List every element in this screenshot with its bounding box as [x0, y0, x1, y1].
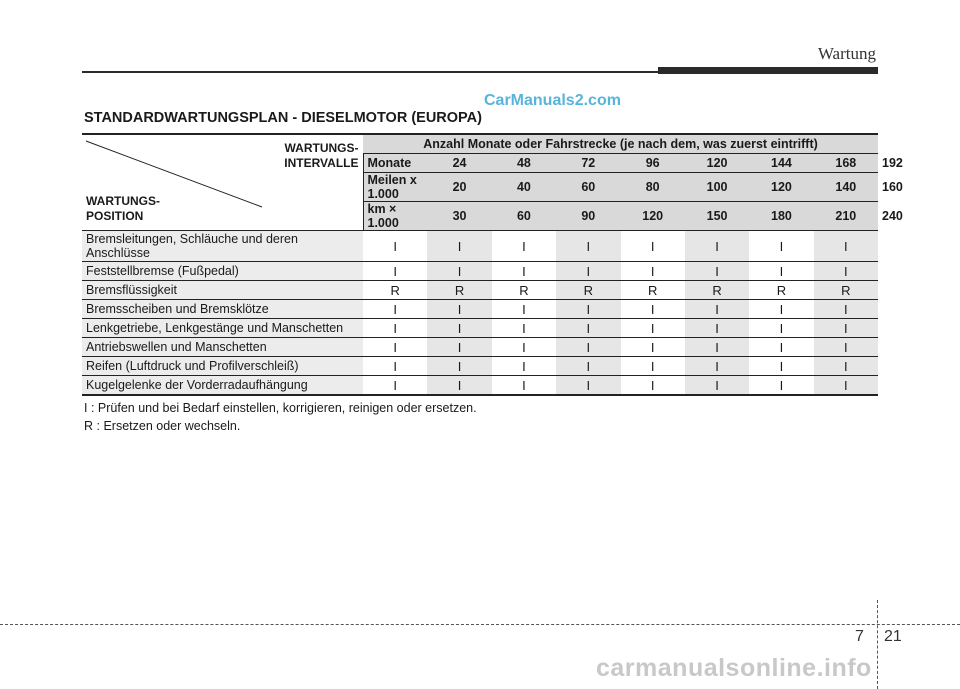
table-row — [82, 262, 878, 281]
maintenance-action-cell: I — [363, 338, 427, 357]
maintenance-action-cell: I — [814, 300, 878, 319]
maintenance-action-cell: I — [814, 262, 878, 281]
watermark-bottom: carmanualsonline.info — [596, 654, 872, 682]
maintenance-item-label: Bremsleitungen, Schläuche und deren Anschlüsse — [82, 231, 363, 262]
maintenance-action-cell: I — [492, 338, 556, 357]
maintenance-item-label: Reifen (Luftdruck und Profilverschleiß) — [82, 357, 363, 376]
section-title: Wartung — [817, 44, 876, 63]
maintenance-action-cell: I — [749, 231, 813, 262]
maintenance-action-cell: R — [427, 281, 491, 300]
maintenance-action-cell: I — [685, 231, 749, 262]
maintenance-action-cell: I — [363, 357, 427, 376]
interval-value: 144 — [749, 154, 813, 173]
maintenance-action-cell: I — [685, 376, 749, 396]
interval-row-label: Meilen x 1.000 — [363, 173, 427, 202]
maintenance-action-cell: I — [749, 300, 813, 319]
maintenance-action-cell: I — [427, 300, 491, 319]
maintenance-action-cell: I — [685, 319, 749, 338]
corner-position-label: WARTUNGS- POSITION — [86, 194, 160, 223]
maintenance-action-cell: I — [492, 300, 556, 319]
interval-value: 168 — [814, 154, 878, 173]
interval-value: 24 — [427, 154, 491, 173]
maintenance-action-cell: I — [556, 231, 620, 262]
maintenance-action-cell: I — [621, 231, 685, 262]
maintenance-action-cell: I — [492, 376, 556, 396]
interval-row: km × 1.000 30 60 90 120 150 180 210 240 — [82, 202, 878, 231]
maintenance-action-cell: I — [556, 262, 620, 281]
maintenance-action-cell: R — [749, 281, 813, 300]
maintenance-action-cell: I — [363, 376, 427, 396]
maintenance-action-cell: I — [749, 338, 813, 357]
maintenance-action-cell: I — [814, 231, 878, 262]
corner-interval-label: WARTUNGS- INTERVALLE — [284, 141, 359, 170]
maintenance-item-label: Bremsflüssigkeit — [82, 281, 363, 300]
maintenance-action-cell: I — [492, 231, 556, 262]
interval-value: 120 — [749, 173, 813, 202]
maintenance-action-cell: I — [427, 376, 491, 396]
maintenance-action-cell: I — [685, 338, 749, 357]
interval-value: 80 — [621, 173, 685, 202]
interval-value: 180 — [749, 202, 813, 231]
maintenance-action-cell: I — [556, 357, 620, 376]
maintenance-action-cell: I — [621, 319, 685, 338]
maintenance-action-cell: R — [621, 281, 685, 300]
maintenance-action-cell: I — [556, 319, 620, 338]
maintenance-action-cell: R — [492, 281, 556, 300]
footer-divider-vertical — [877, 600, 878, 689]
interval-value: 30 — [427, 202, 491, 231]
chapter-number: 7 — [855, 628, 864, 645]
interval-value: 120 — [621, 202, 685, 231]
maintenance-item-label: Feststellbremse (Fußpedal) — [82, 262, 363, 281]
table-row — [82, 319, 878, 338]
maintenance-action-cell: R — [685, 281, 749, 300]
legend-inspect: I : Prüfen und bei Bedarf einstellen, korrigieren, reinigen oder ersetzen. — [84, 401, 477, 415]
maintenance-action-cell: I — [749, 376, 813, 396]
maintenance-item-label: Bremsscheiben und Bremsklötze — [82, 300, 363, 319]
maintenance-action-cell: I — [556, 376, 620, 396]
interval-value: 100 — [685, 173, 749, 202]
maintenance-action-cell: I — [749, 319, 813, 338]
maintenance-action-cell: I — [814, 357, 878, 376]
maintenance-action-cell: R — [363, 281, 427, 300]
maintenance-action-cell: I — [363, 231, 427, 262]
page-title: STANDARDWARTUNGSPLAN - DIESELMOTOR (EUROPA) — [84, 110, 482, 126]
maintenance-action-cell: I — [363, 262, 427, 281]
maintenance-action-cell: R — [814, 281, 878, 300]
page-number: 21 — [884, 628, 902, 645]
interval-value: 150 — [685, 202, 749, 231]
watermark-top: CarManuals2.com — [484, 92, 621, 109]
interval-value: 96 — [621, 154, 685, 173]
maintenance-action-cell: I — [556, 300, 620, 319]
table-row — [82, 281, 878, 300]
table-corner — [82, 134, 363, 231]
interval-value: 140 — [814, 173, 878, 202]
maintenance-action-cell: R — [556, 281, 620, 300]
interval-value: 60 — [492, 202, 556, 231]
interval-value: 120 — [685, 154, 749, 173]
maintenance-action-cell: I — [492, 357, 556, 376]
interval-row: Monate 24 48 72 96 120 144 168 192 — [82, 154, 878, 173]
interval-row-label: Monate — [363, 154, 427, 173]
table-row — [82, 300, 878, 319]
maintenance-action-cell: I — [427, 319, 491, 338]
maintenance-action-cell: I — [492, 262, 556, 281]
interval-value: 90 — [556, 202, 620, 231]
header-rule-bar — [658, 67, 878, 74]
maintenance-action-cell: I — [621, 262, 685, 281]
table-row — [82, 338, 878, 357]
maintenance-action-cell: I — [685, 262, 749, 281]
maintenance-item-label: Antriebswellen und Manschetten — [82, 338, 363, 357]
legend-replace: R : Ersetzen oder wechseln. — [84, 419, 241, 433]
maintenance-action-cell: I — [427, 338, 491, 357]
maintenance-action-cell: I — [621, 376, 685, 396]
maintenance-action-cell: I — [685, 300, 749, 319]
maintenance-action-cell: I — [427, 262, 491, 281]
maintenance-action-cell: I — [621, 338, 685, 357]
table-header-title: Anzahl Monate oder Fahrstrecke (je nach dem, was zuerst eintrifft) — [363, 134, 878, 154]
maintenance-action-cell: I — [621, 300, 685, 319]
maintenance-action-cell: I — [814, 319, 878, 338]
table-row — [82, 231, 878, 262]
interval-value: 72 — [556, 154, 620, 173]
maintenance-action-cell: I — [363, 319, 427, 338]
interval-value: 210 — [814, 202, 878, 231]
interval-value: 20 — [427, 173, 491, 202]
maintenance-action-cell: I — [814, 376, 878, 396]
table-row — [82, 376, 878, 396]
maintenance-action-cell: I — [427, 357, 491, 376]
maintenance-action-cell: I — [749, 262, 813, 281]
maintenance-action-cell: I — [814, 338, 878, 357]
interval-value: 40 — [492, 173, 556, 202]
interval-row: Meilen x 1.000 20 40 60 80 100 120 140 160 — [82, 173, 878, 202]
table-row — [82, 357, 878, 376]
maintenance-item-label: Kugelgelenke der Vorderradaufhängung — [82, 376, 363, 396]
maintenance-action-cell: I — [556, 338, 620, 357]
maintenance-action-cell: I — [749, 357, 813, 376]
maintenance-table — [82, 133, 903, 396]
maintenance-action-cell: I — [427, 231, 491, 262]
maintenance-action-cell: I — [621, 357, 685, 376]
interval-value: 60 — [556, 173, 620, 202]
maintenance-action-cell: I — [685, 357, 749, 376]
footer-divider — [0, 624, 960, 625]
interval-value: 48 — [492, 154, 556, 173]
interval-row-label: km × 1.000 — [363, 202, 427, 231]
maintenance-action-cell: I — [363, 300, 427, 319]
maintenance-item-label: Lenkgetriebe, Lenkgestänge und Manschetten — [82, 319, 363, 338]
maintenance-action-cell: I — [492, 319, 556, 338]
header-rule — [82, 71, 660, 73]
